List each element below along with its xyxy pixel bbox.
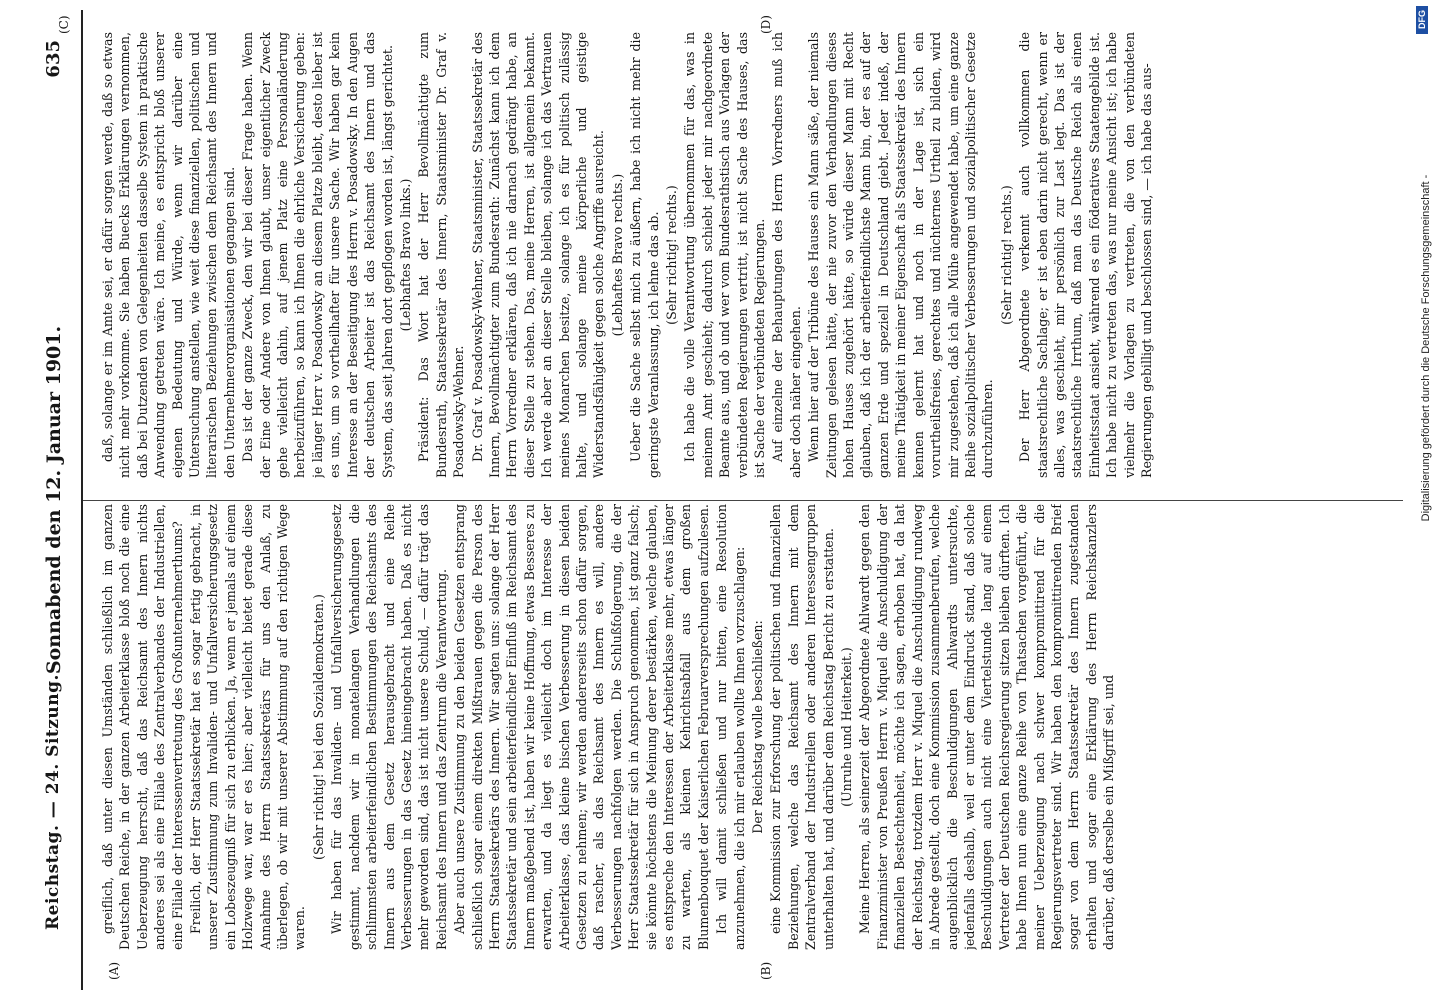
speaker-statement: Dr. Graf v. Posadowsky-Wehner, Staatsminister, Staatssekretär des Innern, Bevollmächtigter zum Bundesrath: Zunächst kann ich dem Herrn Vorredner erklären, daß ich nie darnach gedrängt habe, an dieser Stelle zu stehen. Das, meine Herren, ist allgemein bekannt. Ich werde aber an dieser Stelle bleiben, solange ich das Vertrauen meines Monarchen besitze, solange ich es für politisch zulässig halte, und solange meine körperliche und geistige Widerstandsfähigkeit gegen solche Angriffe ausreicht. bbox=[469, 32, 607, 478]
paragraph: greiflich, daß unter diesen Umständen schließlich im ganzen Deutschen Reiche, in der ganzen Arbeiterklasse bloß noch die eine Ueberzeugung herrscht, daß das Reichsamt des Innern nichts anderes sei als eine Filiale des Zentralverbandes der Industriellen, eine Filiale der Interessenvertretung des Großunternehmerthums? bbox=[100, 504, 185, 950]
paragraph: Auf einzelne der Behauptungen des Herrn Vorredners muß ich aber doch näher eingehen. bbox=[770, 32, 803, 478]
paragraph: daß, solange er im Amte sei, er dafür sorgen werde, daß so etwas nicht mehr vorkomme. Sie haben Buecks Erklärungen vernommen, daß bei Dutzenden von Gelegenheiten dasselbe System in praktische Anwendung getreten wäre. Ich meine, es entspricht bloß unserer eigenen Bedeutung und Würde, wenn wir darüber eine Untersuchung anstellen, wie weit diese finanziellen, politischen und literarischen Beziehungen zwischen dem Reichsamt des Innern und den Unternehmerorganisationen gegangen sind. bbox=[100, 32, 237, 478]
paragraph: Wir haben für das Invaliden- und Unfallversicherungsgesetz gestimmt, nachdem wir in monatelangen Verhandlungen die schlimmsten arbeiterfeindlichen Bestimmungen des Reichsamts des Innern aus dem Gesetz herausgebracht und eine Reihe Verbesserungen in das Gesetz hineingebracht haben. Daß es nicht mehr geworden sind, das ist nicht unsere Schuld, — dafür trägt das Reichsamt des Innern und das Zentrum die Verantwortung. bbox=[329, 504, 449, 950]
interjection: (Lebhaftes Bravo rechts.) bbox=[609, 173, 625, 337]
paragraph: Wenn hier auf der Tribüne des Hauses ein Mann säße, der niemals Zeitungen gelesen hätte, der nie zuvor den Verhandlungen dieses hohen Hauses zugehört hätte, so würde dieser Mann mit Recht glauben, daß ich der arbeiterfeindlichste Mann bin, der es auf der ganzen Erde und speziell in Deutschland giebt. Jeder indeß, der meine Thätigkeit in meiner Eigenschaft als Staatssekretär des Innern kennen gelernt hat und noch in der Lage ist, sich ein vorurtheilsfreies, gerechtes und nüchternes Urtheil zu bilden, wird mir zugestehen, daß ich alle Mühe angewendet habe, um eine ganze Reihe sozialpolitischer Verbesserungen und sozialpolitischer Gesetze durchzuführen. bbox=[806, 32, 996, 478]
resolution-text: eine Kommission zur Erforschung der politischen und finanziellen Beziehungen, welche das Reichsamt des Innern mit dem Zentralverband der Industriellen oder anderen Interessengruppen unterhalten hat, und darüber dem Reichstag Bericht zu erstatten. bbox=[768, 504, 836, 950]
margin-mark-b: (B) bbox=[759, 961, 773, 980]
interjection: (Unruhe und Heiterkeit.) bbox=[839, 647, 855, 807]
header-session: Reichstag. — 24. Sitzung. bbox=[43, 674, 63, 930]
paragraph: Aber auch unsere Zustimmung zu den beiden Gesetzen entsprang schließlich sogar einem direkten Mißtrauen gegen die Person des Herrn Staatssekretärs des Innern. Wir sagten uns: solange der Herr Staatssekretär und sein arbeiterfeindlicher Einfluß im Reichsamt des Innern maßgebend ist, haben wir keine Hoffnung, etwas Besseres zu erwarten, und da liegt es vielleicht doch im Interesse der Arbeiterklasse, das kleine bischen Verbesserung in diesen beiden Gesetzen zu nehmen; wir werden andererseits schon dafür sorgen, daß rascher, als das Reichsamt des Innern es will, andere Verbesserungen nachfolgen werden. Die Schlußfolgerung, die der Herr Staatssekretär für sich in Anspruch genommen, ist ganz falsch; sie könnte höchstens die Meinung derer bestärken, welche glauben, es entspreche den Interessen der Arbeiterklasse mehr, etwas länger zu warten, als kleinen Kehrichtsabfall aus dem großen Blumenbouquet der Kaiserlichen Februarversprechungen aufzulesen. bbox=[452, 504, 711, 950]
interjection: (Sehr richtig! rechts.) bbox=[998, 185, 1014, 325]
paragraph: Ueber die Sache selbst mich zu äußern, habe ich nicht mehr die geringste Veranlassung, ich lehne das ab. bbox=[628, 32, 661, 478]
margin-mark-c: (C) bbox=[57, 15, 71, 34]
page-number: 635 bbox=[43, 40, 64, 78]
left-column bbox=[99, 504, 1399, 950]
dfg-logo-icon: DFG bbox=[1416, 6, 1428, 34]
page-header bbox=[17, 10, 83, 990]
interjection: (Sehr richtig! bei den Sozialdemokraten.) bbox=[310, 594, 326, 860]
margin-mark-d: (D) bbox=[759, 15, 773, 34]
paragraph: Ich will damit schließen und nur bitten, eine Resolution anzunehmen, die ich mir erlauben wollte Ihnen vorzuschlagen: bbox=[714, 504, 747, 950]
right-column bbox=[99, 32, 1399, 478]
interjection: (Sehr richtig! rechts.) bbox=[664, 185, 679, 325]
paragraph: Freilich, der Herr Staatssekretär hat es sogar fertig gebracht, in unserer Zustimmung zum Invaliden- und Unfallversicherungsgesetz ein Lobeszeugniß für sich zu erblicken. Ja, wenn er jemals auf einem Holzwege war, war er es hier; aber vielleicht bietet gerade diese Annahme des Herrn Staatssekretärs für uns den Anlaß, zu überlegen, ob wir mit unserer Abstimmung auf den richtigen Wege waren. bbox=[188, 504, 308, 950]
paragraph: Das ist der ganze Zweck, den wir bei dieser Frage haben. Wenn der Eine oder Andere von Ihnen glaubt, unser eigentlicher Zweck gehe vielleicht dahin, auf jenem Platz eine Personaländerung herbeizuführen, so kann ich Ihnen die ehrliche Versicherung geben: je länger Herr v. Posadowsky an diesem Platze bleibt, desto lieber ist es uns, um so vortheilhafter für unsere Sache. Wir haben gar kein Interesse an der Beseitigung des Herrn v. Posadowsky. In den Augen der deutschen Arbeiter ist das Reichsamt des Innern und das System, das seit Jahren dort gepflogen worden ist, längst gerichtet. bbox=[240, 32, 395, 478]
paragraph: Der Herr Abgeordnete verkennt auch vollkommen die staatsrechtliche Sachlage; er ist eben darin nicht gerecht, wenn er alles, was geschieht, mir persönlich zur Last legt. Das ist der staatsrechtliche Irrthum, daß man das Deutsche Reich als einen Einheitsstaat ansieht, während es ein föderatives Staatengebilde ist. Ich habe nicht zu vertreten das, was nur meine Ansicht ist; ich habe vielmehr die Vorlagen zu vertreten, die von den verbündeten Regierungen gebilligt und beschlossen sind, — ich habe das aus- bbox=[1017, 32, 1154, 478]
paragraph: Meine Herren, als seinerzeit der Abgeordnete Ahlwardt gegen den Finanzminister von Preußen Herrn v. Miquel die Anschuldigung der finanziellen Bestechtenheit, möchte ich sagen, erhoben hat, da hat der Reichstag, trotzdem Herr v. Miquel die Anschuldigung rundweg in Abrede gestellt, doch eine Kommission zusammenberufen, welche augenblicklich die Beschuldigungen Ahlwardts untersuchte, jedenfalls deshalb, weil er unter dem Eindruck stand, daß solche Beschuldigungen auch nicht eine Viertelstunde lang auf einem Vertreter der Deutschen Reichsregierung sitzen bleiben dürften. Ich habe Ihnen nun eine ganze Reihe von Thatsachen vorgeführt, die meiner Ueberzeugung nach schwer kompromittirend für die Regierungsvertreter sind. Wir haben den kompromittirenden Brief sogar von dem Herrn Staatssekretär des Innern zugestanden erhalten und sogar eine Erklärung des Herrn Reichskanzlers darüber, daß derselbe ein Mißgriff sei, und bbox=[857, 504, 1117, 950]
column-divider bbox=[83, 500, 1403, 501]
paragraph: Ich habe die volle Verantwortung übernommen für das, was in meinem Amt geschieht; dadurch schiebt jeder mir nachgeordnete Beamte aus, und ob und wer vom Bundesrathstisch aus Vorlagen der verbündeten Regierungen vertritt, ist nicht Sache des Hauses, das ist Sache der verbündeten Regierungen. bbox=[682, 32, 768, 478]
interjection: (Lebhaftes Bravo links.) bbox=[397, 178, 413, 332]
credit-text: Digitalisierung gefördert durch die Deutsche Forschungsgemeinschaft - bbox=[1420, 174, 1432, 522]
president-statement: Präsident: Das Wort hat der Herr Bevollmächtigte zum Bundesrath, Staatssekretär des Innern, Staatsminister Dr. Graf v. Posadowsky-Wehner. bbox=[416, 32, 467, 478]
header-date: Sonnabend den 12. Januar 1901. bbox=[43, 325, 65, 675]
margin-mark-a: (A) bbox=[107, 961, 121, 980]
resolution-heading: Der Reichstag wolle beschließen: bbox=[750, 620, 766, 834]
digitization-credit bbox=[1409, 8, 1431, 988]
newspaper-page bbox=[17, 10, 1417, 990]
